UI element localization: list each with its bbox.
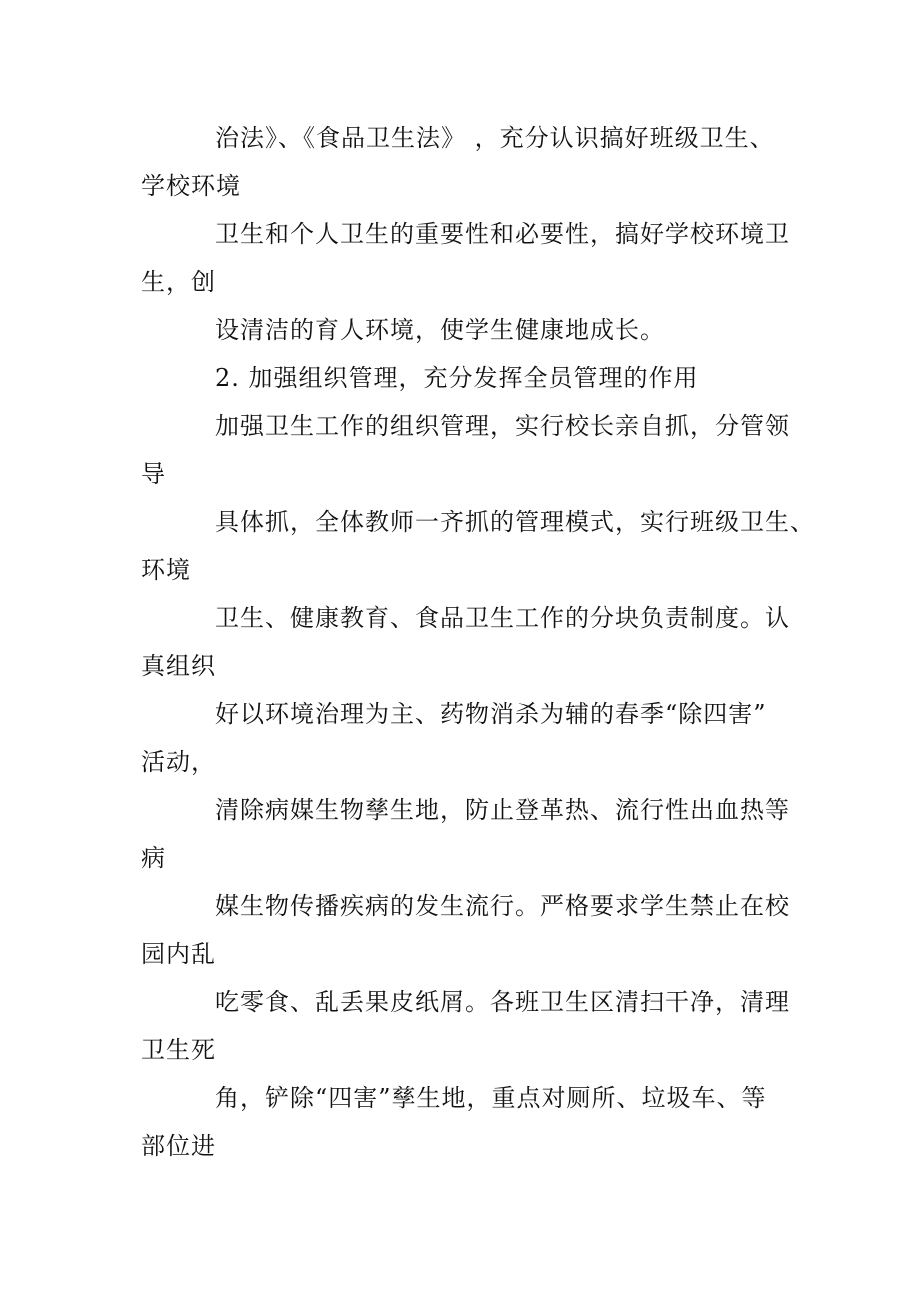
text-line: 媒生物传播疾病的发生流行。严格要求学生禁止在校 [215, 892, 790, 920]
text-line: 学校环境 [141, 172, 241, 200]
text-line: 园内乱 [141, 940, 216, 968]
text-line: 真组织 [141, 652, 216, 680]
text-line: 清除病媒生物孳生地，防止登革热、流行性出血热等 [215, 796, 790, 824]
text-line: 活动， [141, 748, 216, 776]
section-heading: 2. 加强组织管理，充分发挥全员管理的作用 [215, 364, 699, 392]
text-line: 生，创 [141, 268, 216, 296]
text-line: 好以环境治理为主、药物消杀为辅的春季“除四害” [215, 700, 767, 728]
text-line: 加强卫生工作的组织管理，实行校长亲自抓，分管领 [215, 412, 790, 440]
text-line: 卫生、健康教育、食品卫生工作的分块负责制度。认 [215, 604, 790, 632]
text-line: 卫生和个人卫生的重要性和必要性，搞好学校环境卫 [215, 220, 790, 248]
text-line: 导 [141, 460, 166, 488]
text-line: 治法》、《食品卫生法》 ，充分认识搞好班级卫生、 [215, 124, 775, 152]
text-line: 部位进 [141, 1132, 216, 1160]
text-line: 设清洁的育人环境，使学生健康地成长。 [215, 316, 665, 344]
text-line: 环境 [141, 556, 191, 584]
text-line: 病 [141, 844, 166, 872]
text-line: 具体抓，全体教师一齐抓的管理模式，实行班级卫生、 [215, 508, 815, 536]
text-line: 卫生死 [141, 1036, 216, 1064]
text-line: 吃零食、乱丢果皮纸屑。各班卫生区清扫干净，清理 [215, 988, 790, 1016]
text-line: 角，铲除“四害”孳生地，重点对厕所、垃圾车、等 [215, 1084, 767, 1112]
